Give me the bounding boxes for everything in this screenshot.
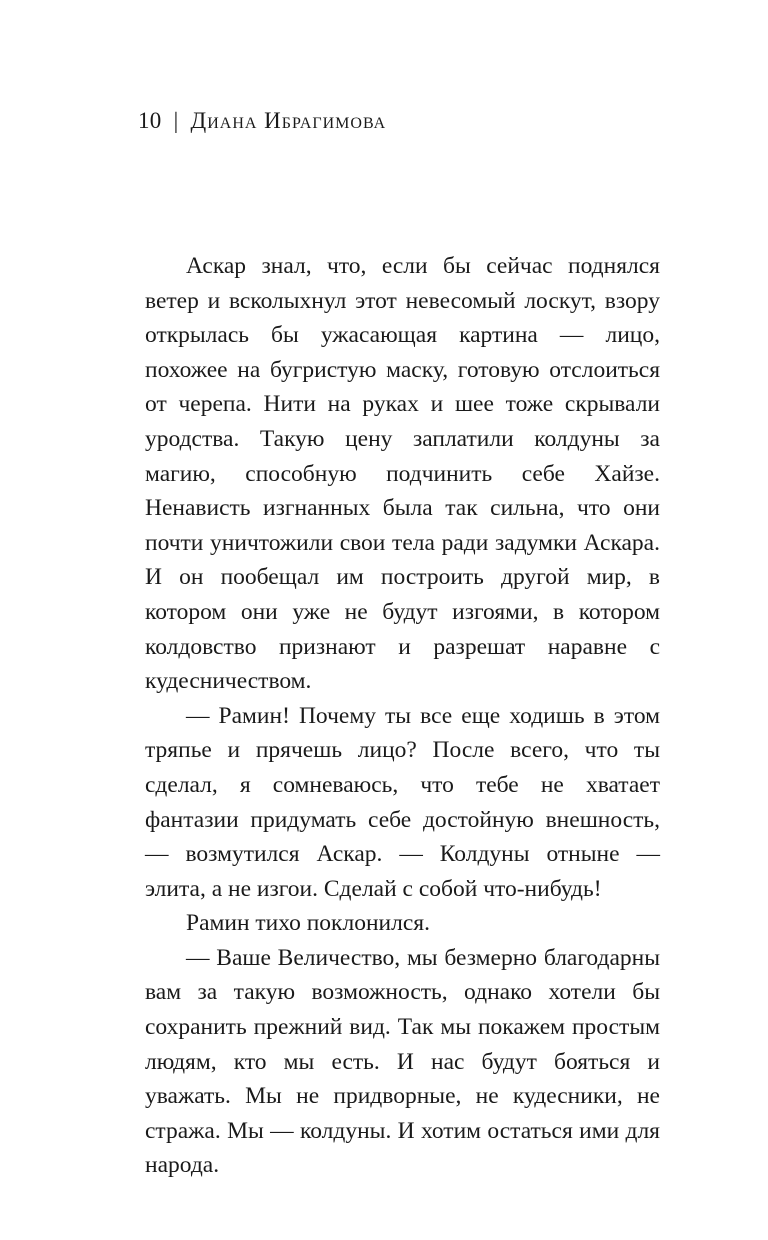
body-text <box>145 249 660 1183</box>
paragraph: — Рамин! Почему ты все еще ходишь в этом тряпье и прячешь лицо? После всего, что ты сделал, я сомневаюсь, что тебе не хватает фантазии придумать себе достойную внешность, — возмутился Аскар. — Колдуны отныне — элита, а не изгои. Сделай с собой что-нибудь! <box>145 702 660 902</box>
paragraph: — Ваше Величество, мы безмерно благодарны вам за такую возможность, однако хотели бы сохранить прежний вид. Так мы покажем простым людям, кто мы есть. И нас будут бояться и уважать. Мы не придворные, не кудесники, не стража. Мы — колдуны. И хотим остаться ими для народа. <box>145 944 660 1179</box>
running-header <box>138 106 386 136</box>
header-separator: | <box>173 108 179 133</box>
paragraph: Аскар знал, что, если бы сейчас поднялся ветер и всколыхнул этот невесомый лоскут, взору открылась бы ужасающая картина — лицо, похожее на бугристую маску, готовую отслоиться от черепа. Нити на руках и шее тоже скрывали уродства. Такую цену заплатили колдуны за магию, способную подчинить себе Хайзе. Ненависть изгнанных была так сильна, что они почти уничтожили свои тела ради задумки Аскара. И он пообещал им построить другой мир, в котором они уже не будут изгоями, в котором колдовство признают и разрешат наравне с кудесничеством. <box>145 253 660 695</box>
paragraph: Рамин тихо поклонился. <box>186 910 430 937</box>
page-number: 10 <box>138 108 162 133</box>
author-name: Диана Ибрагимова <box>190 108 387 133</box>
